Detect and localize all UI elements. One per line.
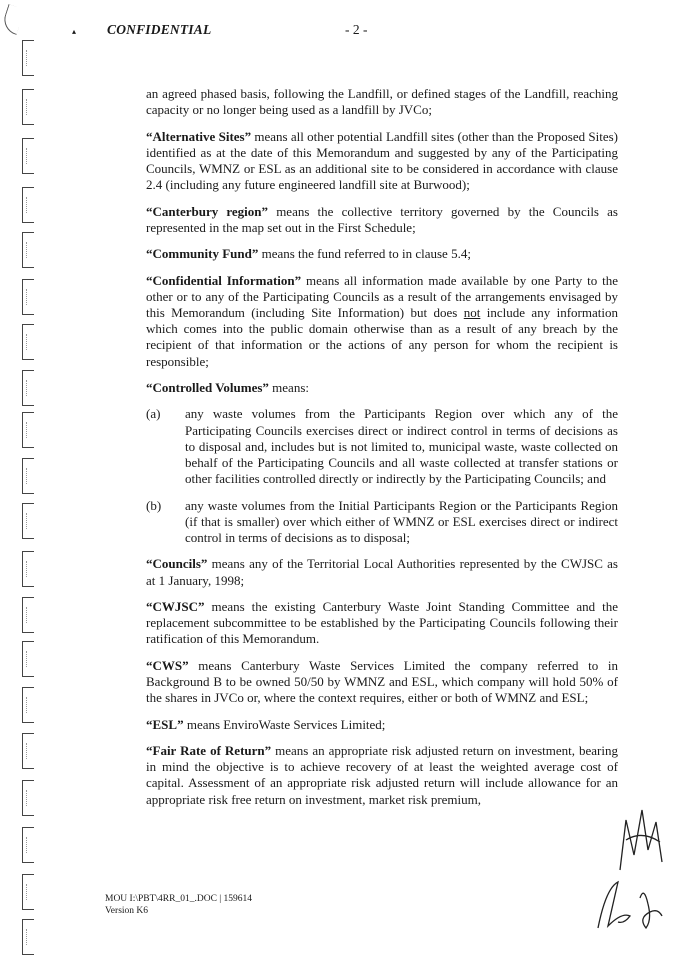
binder-bracket	[22, 370, 34, 406]
binder-bracket	[22, 187, 34, 223]
binder-bracket	[22, 503, 34, 539]
binder-bracket	[22, 138, 34, 174]
definition-controlled-volumes: “Controlled Volumes” means:	[146, 379, 309, 395]
definition-cws: “CWS” means Canterbury Waste Services Limited the company referred to in Background B to be owned 50/50 by WMNZ and ESL, which company will hold 50% of the shares in JVCo or, where the context requires, either or both of WMNZ and ESL;	[146, 657, 618, 706]
binder-bracket	[22, 641, 34, 677]
document-body	[146, 86, 618, 818]
definition-canterbury-region: “Canterbury region” means the collective territory governed by the Councils as represented in the map set out in the First Schedule;	[146, 203, 618, 235]
definition-cwjsc: “CWJSC” means the existing Canterbury Waste Joint Standing Committee and the replacement subcommittee to be established by the Participating Councils following their ratification of this Memorandum.	[146, 598, 618, 647]
definition-alternative-sites: “Alternative Sites” means all other potential Landfill sites (other than the Proposed Sites) identified as at the date of this Memorandum and suggested by any of the Participating Councils, WMNZ or ESL as an additional site to be considered in accordance with clause 2.4 (including any future engineered landfill site at Burwood);	[146, 128, 618, 193]
footer-version: Version K6	[105, 906, 149, 916]
page-number: - 2 -	[345, 22, 368, 37]
binder-bracket	[22, 232, 34, 268]
binder-bracket	[22, 412, 34, 448]
binder-bracket	[22, 874, 34, 910]
binder-bracket	[22, 597, 34, 633]
binder-bracket	[22, 324, 34, 360]
document-footer	[105, 893, 252, 917]
binder-bracket	[22, 780, 34, 816]
binder-bracket	[22, 827, 34, 863]
binder-bracket	[22, 279, 34, 315]
list-item: (a) any waste volumes from the Participants Region over which any of the Participating Councils exercises direct or indirect control in terms of decisions as to disposal and, includes but is not limited to, municipal waste, waste collected on behalf of the Participating Councils and all waste collected at transfer stations or other facilities controlled directly or indirectly by the Participating Councils; and	[146, 406, 618, 487]
definition-fair-rate-of-return: “Fair Rate of Return” means an appropriate risk adjusted return on investment, bearing in mind the objective is to achieve recovery of at least the weighted average cost of capital. Assessment of an appropriate risk adjusted return will include allowance for an appropriate risk free return on investment, market risk premium,	[146, 742, 618, 807]
binder-bracket	[22, 89, 34, 125]
binder-bracket	[22, 687, 34, 723]
binder-bracket	[22, 733, 34, 769]
definition-esl: “ESL” means EnviroWaste Services Limited;	[146, 716, 386, 732]
signature-initials-2	[588, 868, 670, 940]
definition-councils: “Councils” means any of the Territorial Local Authorities represented by the CWJSC as at 1 January, 1998;	[146, 556, 618, 588]
binder-bracket	[22, 40, 34, 76]
footer-file-reference: MOU I:\PBT\4RR_01_.DOC | 159614	[105, 894, 253, 904]
definition-community-fund: “Community Fund” means the fund referred to in clause 5.4;	[146, 246, 471, 262]
binder-bracket	[22, 458, 34, 494]
binder-bracket	[22, 919, 34, 955]
definition-paragraph: an agreed phased basis, following the Landfill, or defined stages of the Landfill, reaching capacity or no longer being used as a landfill by JVCo;	[146, 86, 618, 118]
margin-dot: ▴	[72, 27, 77, 36]
page-corner-mark	[0, 4, 25, 35]
list-item: (b) any waste volumes from the Initial Participants Region or the Participants Region (if that is smaller) over which either of WMNZ or ESL exercises direct or indirect control in terms of decisions as to disposal;	[146, 497, 618, 545]
definition-confidential-information: “Confidential Information” means all information made available by one Party to the other or to any of the Participating Councils as a result of the arrangements envisaged by this Memorandum (including Site Information) but does not include any information which comes into the public domain otherwise than as a result of any breach by the recipient of that information or the actions of any person for whom the recipient is responsible;	[146, 272, 618, 369]
binder-bracket	[22, 551, 34, 587]
confidential-header: CONFIDENTIAL	[107, 22, 212, 37]
